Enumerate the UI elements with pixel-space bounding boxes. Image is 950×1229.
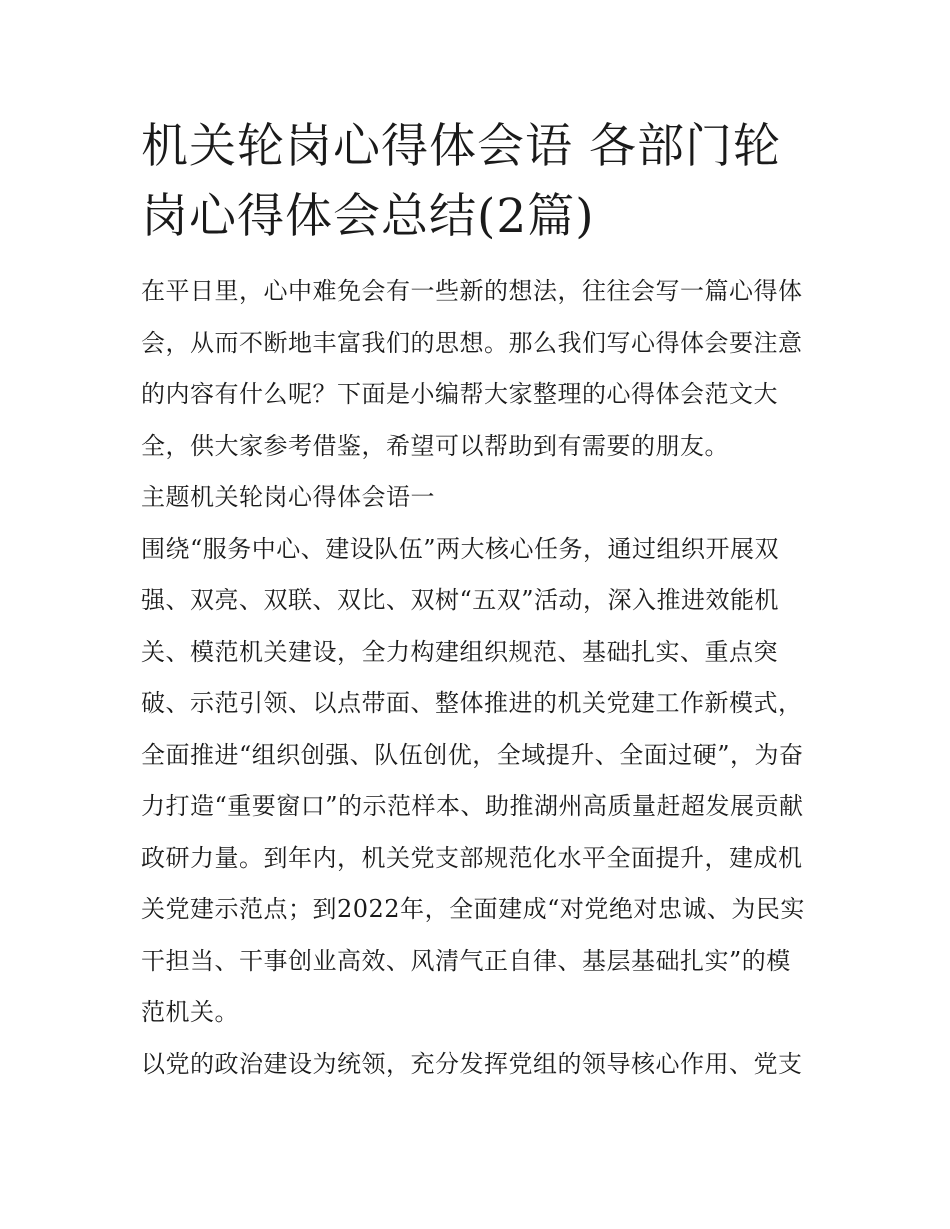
section-heading: 主题机关轮岗心得体会语一 <box>141 483 435 511</box>
body-paragraph: 以党的政治建设为统领，充分发挥党组的领导核心作用、党支 <box>141 1049 803 1078</box>
intro-paragraph: 在平日里，心中难免会有一些新的想法，往往会写一篇心得体会，从而不断地丰富我们的思想。那么我们写心得体会要注意的内容有什么呢？下面是小编帮大家整理的心得体会范文大全，供大家参考借鉴，希望可以帮助到有需要的朋友。 <box>141 277 803 460</box>
body-paragraph: 围绕“服务中心、建设队伍”两大核心任务，通过组织开展双强、双亮、双联、双比、双树“五双”活动，深入推进效能机关、模范机关建设，全力构建组织规范、基础扎实、重点突破、示范引领、以点带面、整体推进的机关党建工作新模式，全面推进“组织创强、队伍创优，全域提升、全面过硬”，为奋力打造“重要窗口”的示范样本、助推湖州高质量赶超发展贡献政研力量。到年内，机关党支部规范化水平全面提升，建成机关党建示范点；到2022年，全面建成“对党绝对忠诚、为民实干担当、干事创业高效、风清气正自律、基层基础扎实”的模范机关。 <box>141 534 805 1026</box>
document-page <box>141 112 813 1090</box>
document-title: 机关轮岗心得体会语 各部门轮岗心得体会总结(2篇) <box>141 119 781 244</box>
